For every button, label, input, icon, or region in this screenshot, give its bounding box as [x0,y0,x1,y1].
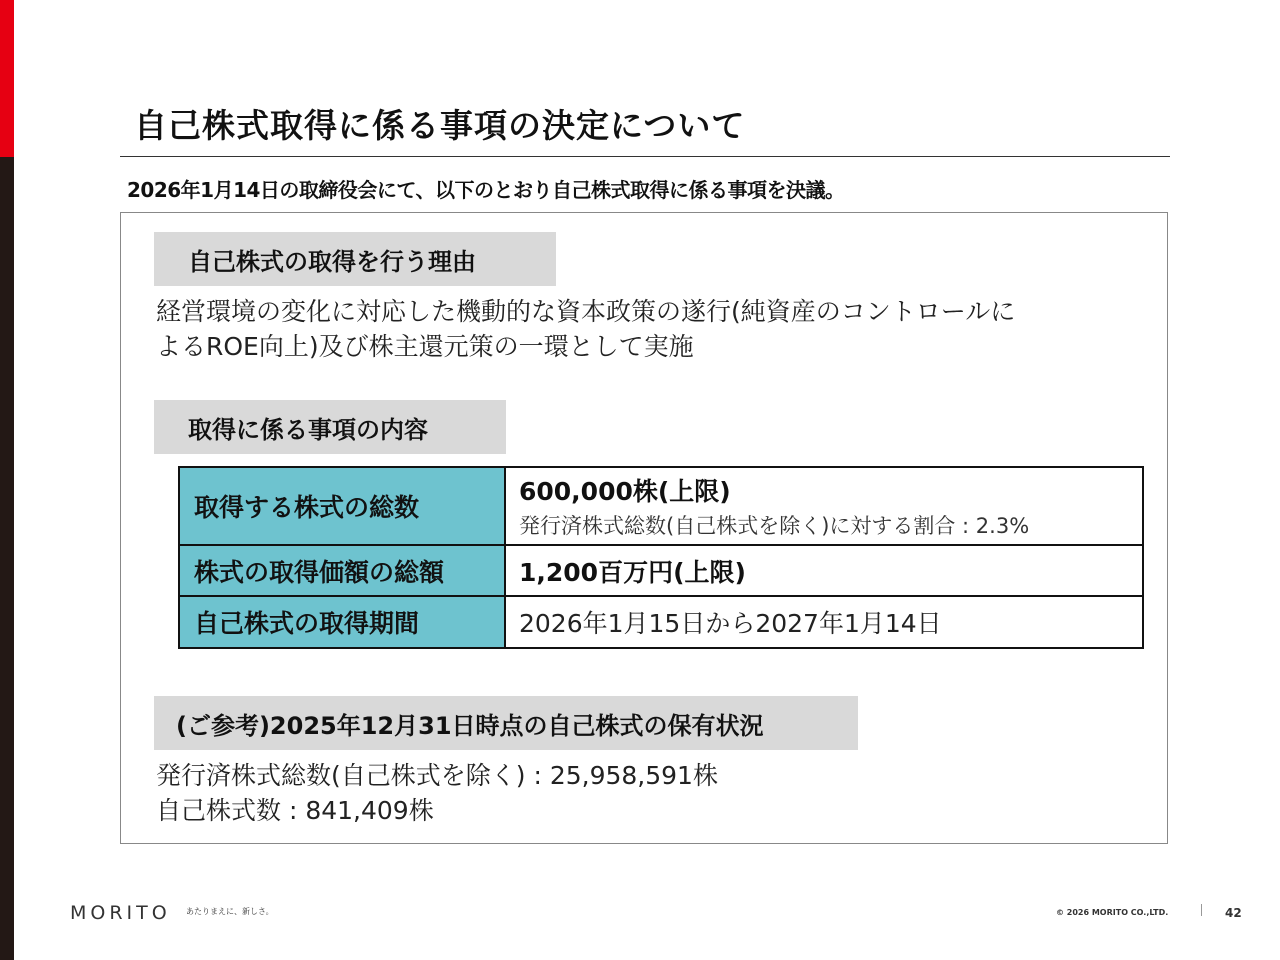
holding-line-1: 発行済株式総数(自己株式を除く) : 25,958,591株 [156,761,718,790]
table-value-cell [505,467,1143,545]
table-row [179,596,1143,648]
title-divider [120,156,1170,157]
section-label-items: 取得に係る事項の内容 [154,400,506,454]
side-accent-red [0,0,14,157]
company-tagline: あたりまえに、新しさ。 [186,907,274,916]
table-value-cell [505,596,1143,648]
footer-divider [1201,904,1202,916]
table-header-cell: 取得する株式の総数 [179,467,505,545]
table-value-cell [505,545,1143,596]
holding-line-2: 自己株式数 : 841,409株 [156,796,434,825]
acquisition-period-value: 2026年1月15日から2027年1月14日 [519,609,942,638]
copyright-text: © 2026 MORITO CO.,LTD. [1056,908,1169,917]
section-label-reason: 自己株式の取得を行う理由 [154,232,556,286]
section-label-holding: (ご参考)2025年12月31日時点の自己株式の保有状況 [154,696,858,750]
table-row [179,467,1143,545]
total-amount-value: 1,200百万円(上限) [519,557,746,587]
lead-text: 2026年1月14日の取締役会にて、以下のとおり自己株式取得に係る事項を決議。 [127,178,845,202]
table-row [179,545,1143,596]
page-number: 42 [1225,906,1242,920]
total-shares-value: 600,000株(上限) [519,477,731,506]
page-title: 自己株式取得に係る事項の決定について [134,106,746,145]
table-header-cell: 自己株式の取得期間 [179,596,505,648]
items-table [178,466,1144,649]
share-ratio-note: 発行済株式総数(自己株式を除く)に対する割合 : 2.3% [519,514,1030,538]
holding-text [156,758,718,828]
reason-line-2: よるROE向上)及び株主還元策の一環として実施 [156,332,694,361]
company-logo: MORITO [70,902,171,924]
reason-text [156,294,1015,364]
table-header-cell: 株式の取得価額の総額 [179,545,505,596]
reason-line-1: 経営環境の変化に対応した機動的な資本政策の遂行(純資産のコントロールに [156,297,1016,326]
side-accent-dark [0,157,14,960]
